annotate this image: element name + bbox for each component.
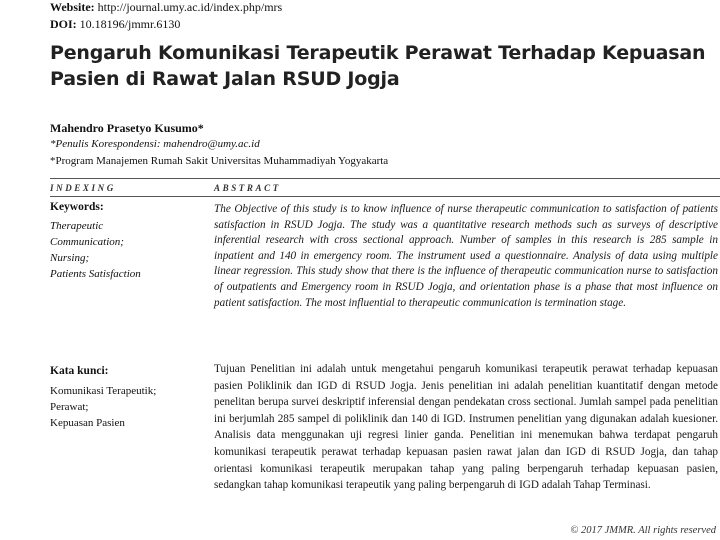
title-line-1: Pengaruh Komunikasi Terapeutik Perawat Terhadap Kepuasan <box>50 42 706 64</box>
copyright-notice: © 2017 JMMR. All rights reserved <box>570 525 716 536</box>
keywords-heading: Keywords: <box>50 201 104 213</box>
abstract-indonesian: Tujuan Penelitian ini adalah untuk mengetahui pengaruh komunikasi terapeutik perawat terhadap kepuasan pasien Poliklinik dan IGD di RSUD Jogja. Jenis penelitian ini adalah penelitian kuantitatif dengan metode penelitan berupa survei deskriptif inferensial dengan pendekatan cross sectional. Jumlah sampel pada penelitian ini berjumlah 285 sampel di poliklinik dan 140 di IGD. Instrumen penelitian yang digunakan adalah kuesioner. Analisis data menggunakan uji regresi linier ganda. Penelitian ini menemukan bahwa terdapat pengaruh komunikasi terapeutik perawat terhadap kepuasan pasien rawat jalan dan IGD di RSUD Jogja, dan tahap orientasi komunikasi terapeutik merupakan tahap yang paling berpengaruh terhadap kepuasan pasien, sedangkan tahap komunikasi terapeutik yang paling berpengaruh di IGD adalah Tahap Terminasi. <box>214 363 718 492</box>
kata-kunci-item: Perawat; <box>50 401 89 413</box>
indexing-label: INDEXING <box>50 183 116 193</box>
affiliation: *Program Manajemen Rumah Sakit Universitas Muhammadiyah Yogyakarta <box>50 155 389 167</box>
keywords-list <box>50 218 141 282</box>
doi-value[interactable]: 10.18196/jmmr.6130 <box>79 17 181 31</box>
keyword-item: Nursing; <box>50 252 90 264</box>
website-link[interactable]: http://journal.umy.ac.id/index.php/mrs <box>97 0 283 14</box>
kata-kunci-item: Kepuasan Pasien <box>50 417 125 429</box>
author-name: Mahendro Prasetyo Kusumo* <box>50 121 204 135</box>
website-line <box>50 0 282 14</box>
correspondence: *Penulis Korespondensi: mahendro@umy.ac.id <box>50 138 260 150</box>
keyword-item: Communication; <box>50 236 124 248</box>
doi-label: DOI: <box>50 17 77 31</box>
divider-bottom <box>50 196 720 197</box>
kata-kunci-list <box>50 383 156 431</box>
keyword-item: Therapeutic <box>50 220 104 232</box>
abstract-label: ABSTRACT <box>214 183 281 193</box>
title-line-2: Pasien di Rawat Jalan RSUD Jogja <box>50 68 400 90</box>
kata-kunci-heading: Kata kunci: <box>50 365 109 377</box>
doi-line <box>50 17 180 31</box>
website-label: Website: <box>50 0 95 14</box>
abstract-english: The Objective of this study is to know influence of nurse therapeutic communication to satisfaction of patients satisfaction in RSUD Jogja. The study was a quantitative research methods such as surveys of descriptive inferential research with cross sectional approach. Number of samples in this research is 285 sample in inpatient and 140 in emergency room. The instrument used a questionnaire. Analysis of data using multiple linear regression. This study show that there is the influence of therapeutic communication nurse to satisfaction of outpatients and Emergency room in RSUD Jogja, and orientation phase is a phase that most influence on patient satisfaction. The most influential to therapeutic communication is termination stage. <box>214 203 718 309</box>
keyword-item: Patients Satisfaction <box>50 268 141 280</box>
divider-top <box>50 178 720 179</box>
kata-kunci-item: Komunikasi Terapeutik; <box>50 385 157 397</box>
paper-title <box>50 40 710 92</box>
